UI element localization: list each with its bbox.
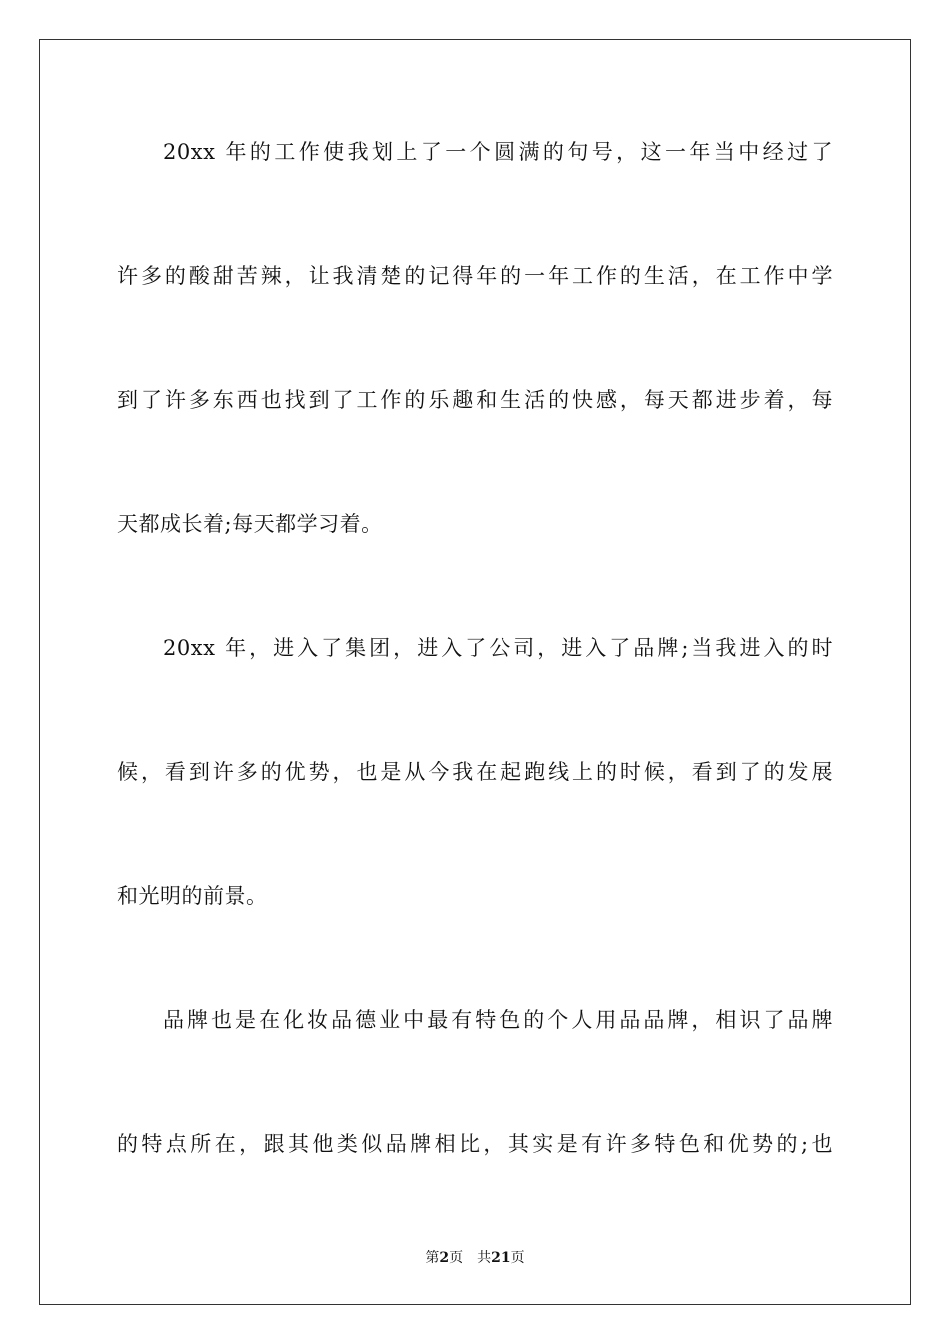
total-pages: 21: [491, 1250, 511, 1266]
paragraph-3-line-2: 的特点所在，跟其他类似品牌相比，其实是有许多特色和优势的;也: [117, 1132, 833, 1156]
total-prefix: 共: [477, 1250, 492, 1266]
page-prefix: 第: [425, 1250, 440, 1266]
page-number: 2: [439, 1250, 450, 1266]
paragraph-1-line-3: 到了许多东西也找到了工作的乐趣和生活的快感，每天都进步着，每: [117, 388, 833, 412]
paragraph-1-line-2: 许多的酸甜苦辣，让我清楚的记得年的一年工作的生活，在工作中学: [117, 264, 833, 288]
page-suffix: 页: [449, 1250, 464, 1266]
paragraph-1-line-4: 天都成长着;每天都学习着。: [117, 512, 383, 536]
page-frame: [39, 39, 911, 1305]
paragraph-1-line-1: 20xx 年的工作使我划上了一个圆满的句号，这一年当中经过了: [163, 140, 833, 164]
paragraph-2-line-3: 和光明的前景。: [117, 884, 268, 908]
paragraph-2-line-2: 候，看到许多的优势，也是从今我在起跑线上的时候，看到了的发展: [117, 760, 833, 784]
paragraph-3-line-1: 品牌也是在化妆品德业中最有特色的个人用品品牌，相识了品牌: [163, 1008, 833, 1032]
total-suffix: 页: [510, 1250, 525, 1266]
page-footer: [0, 1248, 950, 1268]
paragraph-2-line-1: 20xx 年，进入了集团，进入了公司，进入了品牌;当我进入的时: [163, 636, 833, 660]
